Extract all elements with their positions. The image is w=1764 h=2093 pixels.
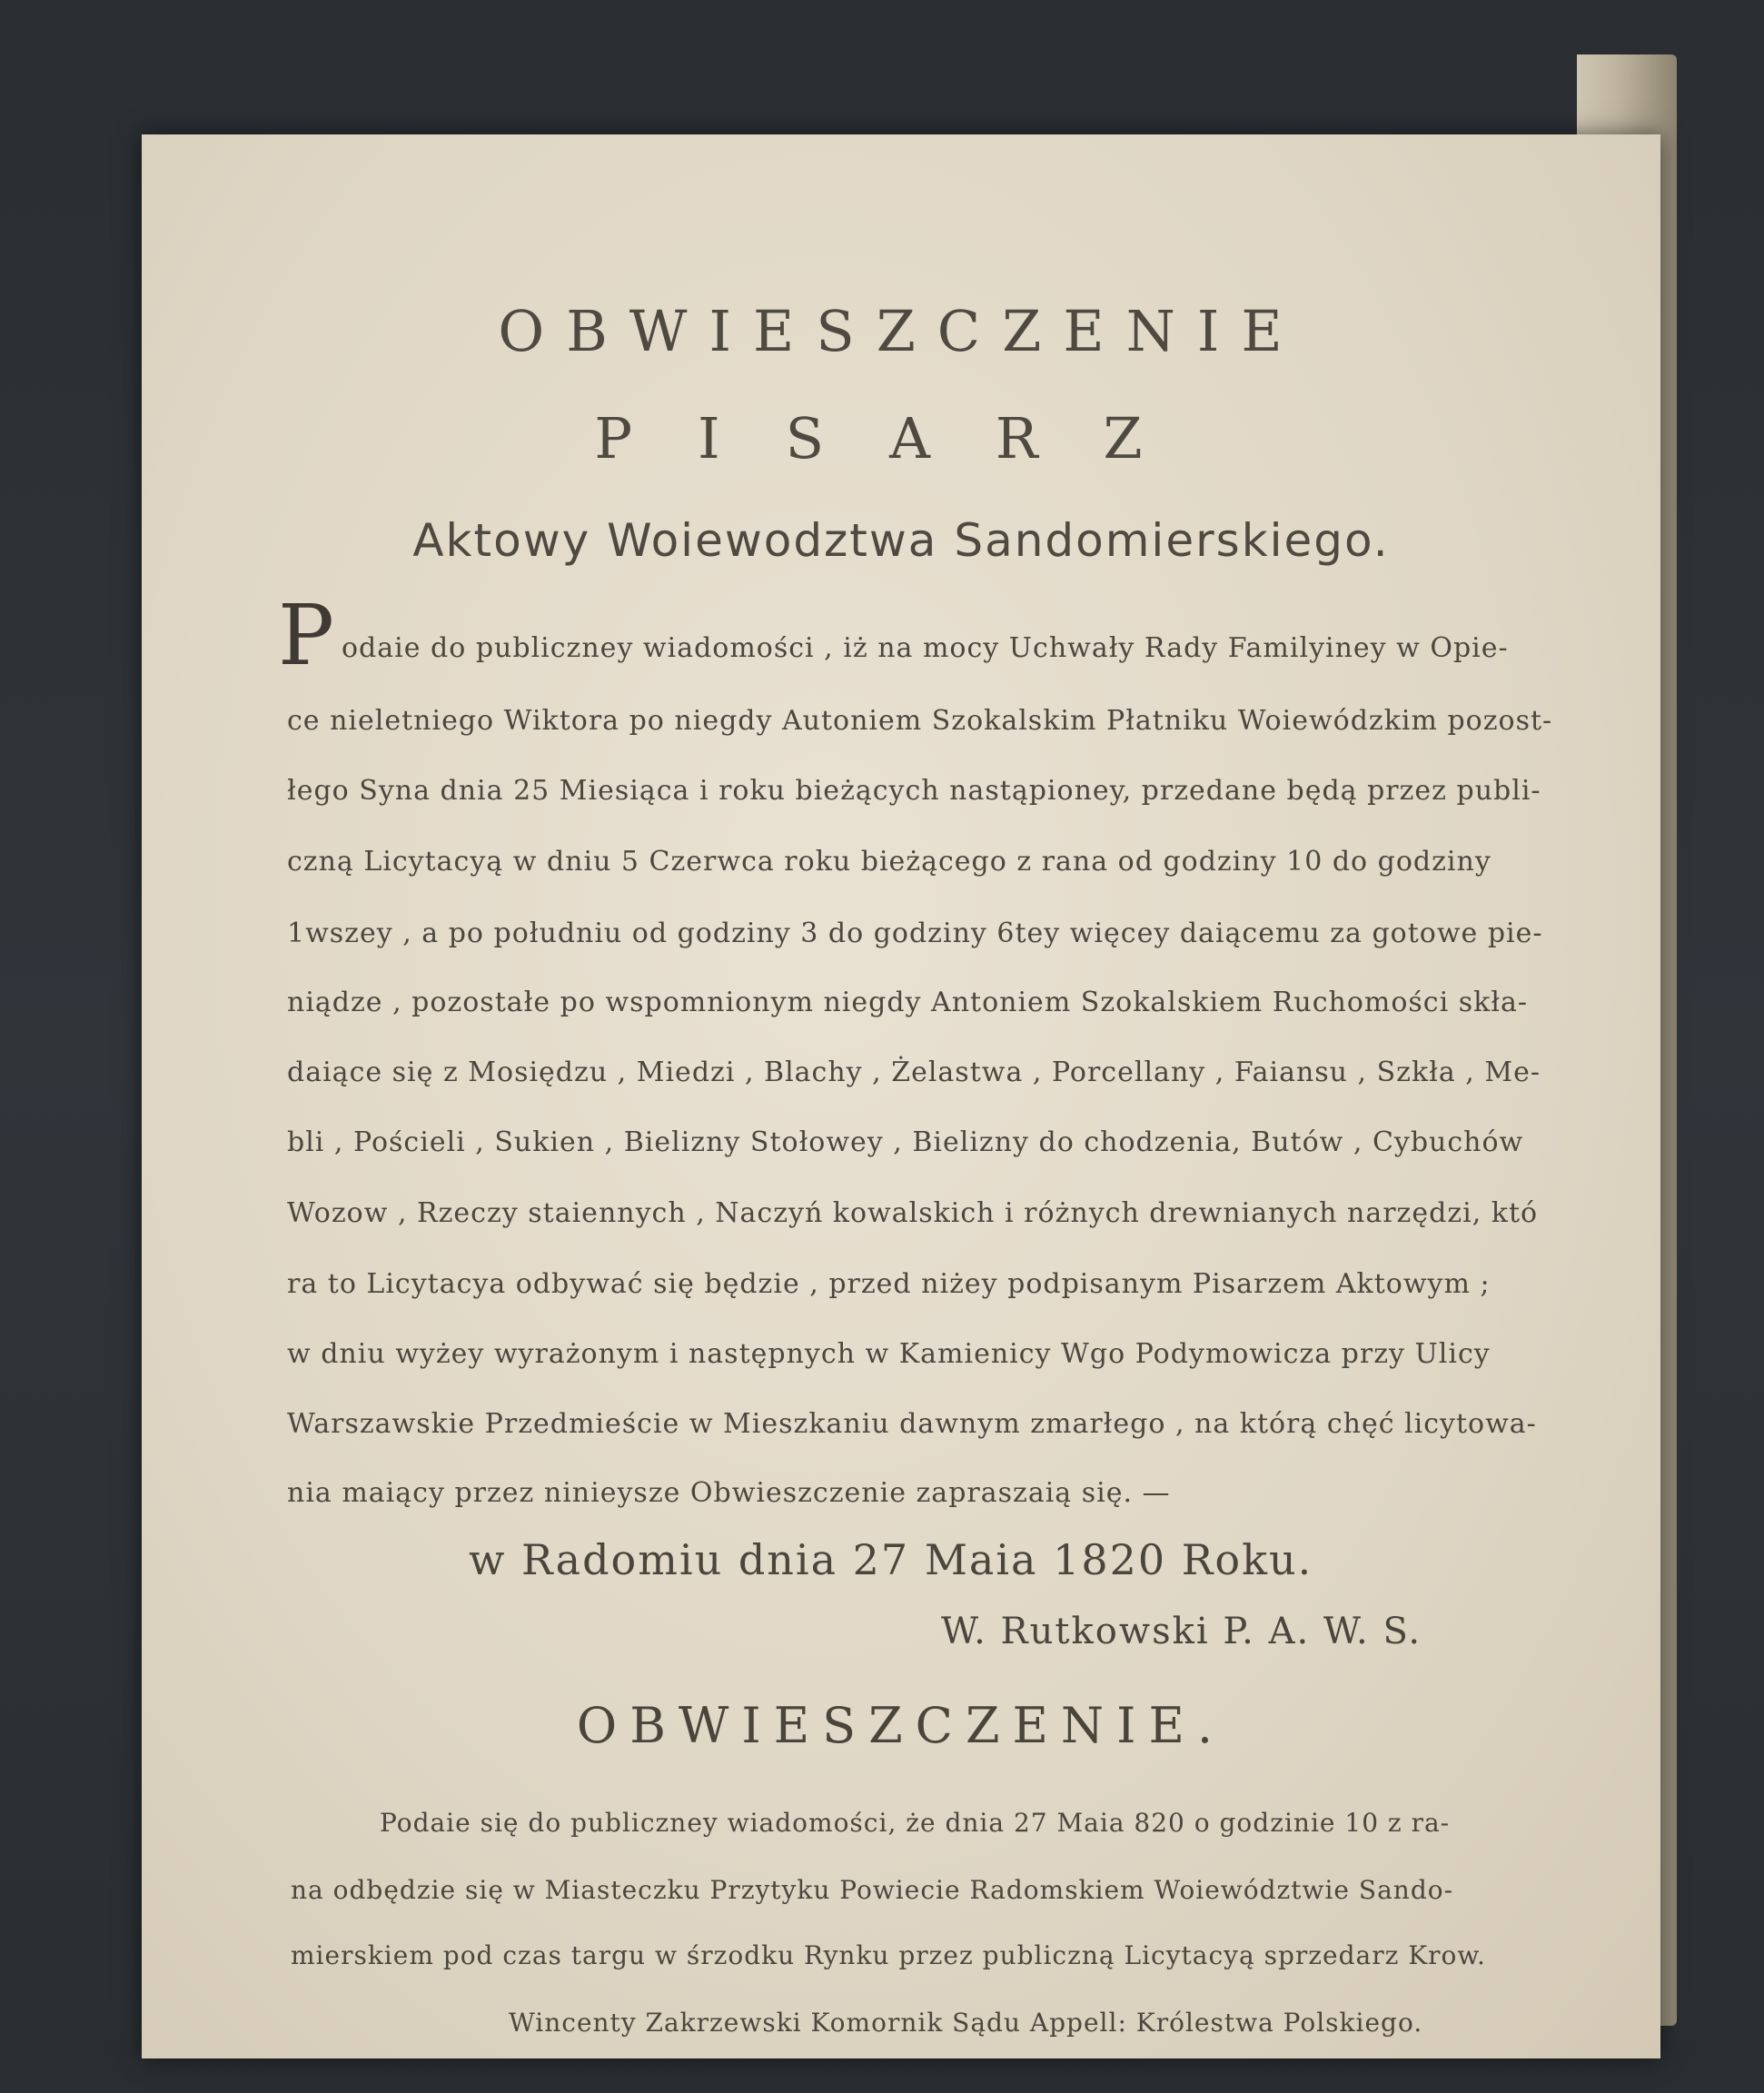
notice-signature: W. Rutkowski P. A. W. S. [941, 1611, 1422, 1652]
notice-line: nia maiący przez ninieysze Obwieszczenie zapraszaią się. — [287, 1477, 1171, 1509]
notice-line: w dniu wyżey wyrażonym i następnych w Kamienicy Wgo Podymowicza przy Ulicy [287, 1338, 1491, 1370]
notice-line: ra to Licytacya odbywać się będzie , przed niżey podpisanym Pisarzem Aktowym ; [287, 1268, 1491, 1300]
notice-heading: OBWIESZCZENIE [498, 298, 1304, 364]
notice-date: w Radomiu dnia 27 Maia 1820 Roku. [469, 1535, 1313, 1584]
second-notice-line: Podaie się do publiczney wiadomości, że dnia 27 Maia 820 o godzinie 10 z ra- [380, 1808, 1451, 1838]
second-notice-line: na odbędzie się w Miasteczku Przytyku Powiecie Radomskiem Woiewództwie Sando- [291, 1875, 1454, 1905]
notice-line: bli , Pościeli , Sukien , Bielizny Stołowey , Bielizny do chodzenia, Butów , Cybuchów [287, 1126, 1524, 1158]
document-page [142, 134, 1660, 2058]
notice-line: łego Syna dnia 25 Miesiąca i roku bieżących nastąpioney, przedane będą przez publi- [287, 775, 1541, 807]
notice-subheading-pisarz: PISARZ [594, 405, 1208, 471]
notice-line: Warszawskie Przedmieście w Mieszkaniu dawnym zmarłego , na którą chęć licytowa- [287, 1408, 1537, 1440]
notice-line: niądze , pozostałe po wspomnionym niegdy Antoniem Szokalskiem Ruchomości skła- [287, 987, 1529, 1018]
second-notice-line: Wincenty Zakrzewski Komornik Sądu Appell: Królestwa Polskiego. [509, 2008, 1423, 2038]
second-notice-heading: OBWIESZCZENIE. [576, 1697, 1226, 1754]
notice-line: Wozow , Rzeczy staiennych , Naczyń kowalskich i różnych drewnianych narzędzi, któ [287, 1197, 1539, 1229]
notice-line: ce nieletniego Wiktora po niegdy Autoniem Szokalskim Płatniku Woiewódzkim pozost- [287, 705, 1553, 737]
notice-line: odaie do publiczney wiadomości , iż na mocy Uchwały Rady Familyiney w Opie- [342, 632, 1509, 664]
drop-cap: P [278, 587, 334, 684]
notice-line: czną Licytacyą w dniu 5 Czerwca roku bieżącego z rana od godziny 10 do godziny [287, 846, 1491, 878]
notice-office-title: Aktowy Woiewodztwa Sandomierskiego. [412, 514, 1390, 567]
notice-line: daiące się z Mosiędzu , Miedzi , Blachy , Żelastwa , Porcellany , Faiansu , Szkła , Me- [287, 1056, 1541, 1088]
notice-line: 1wszey , a po południu od godziny 3 do godziny 6tey więcey daiącemu za gotowe pie- [287, 918, 1543, 949]
second-notice-line: mierskiem pod czas targu w śrzodku Rynku przez publiczną Licytacyą sprzedarz Krow. [291, 1940, 1486, 1970]
